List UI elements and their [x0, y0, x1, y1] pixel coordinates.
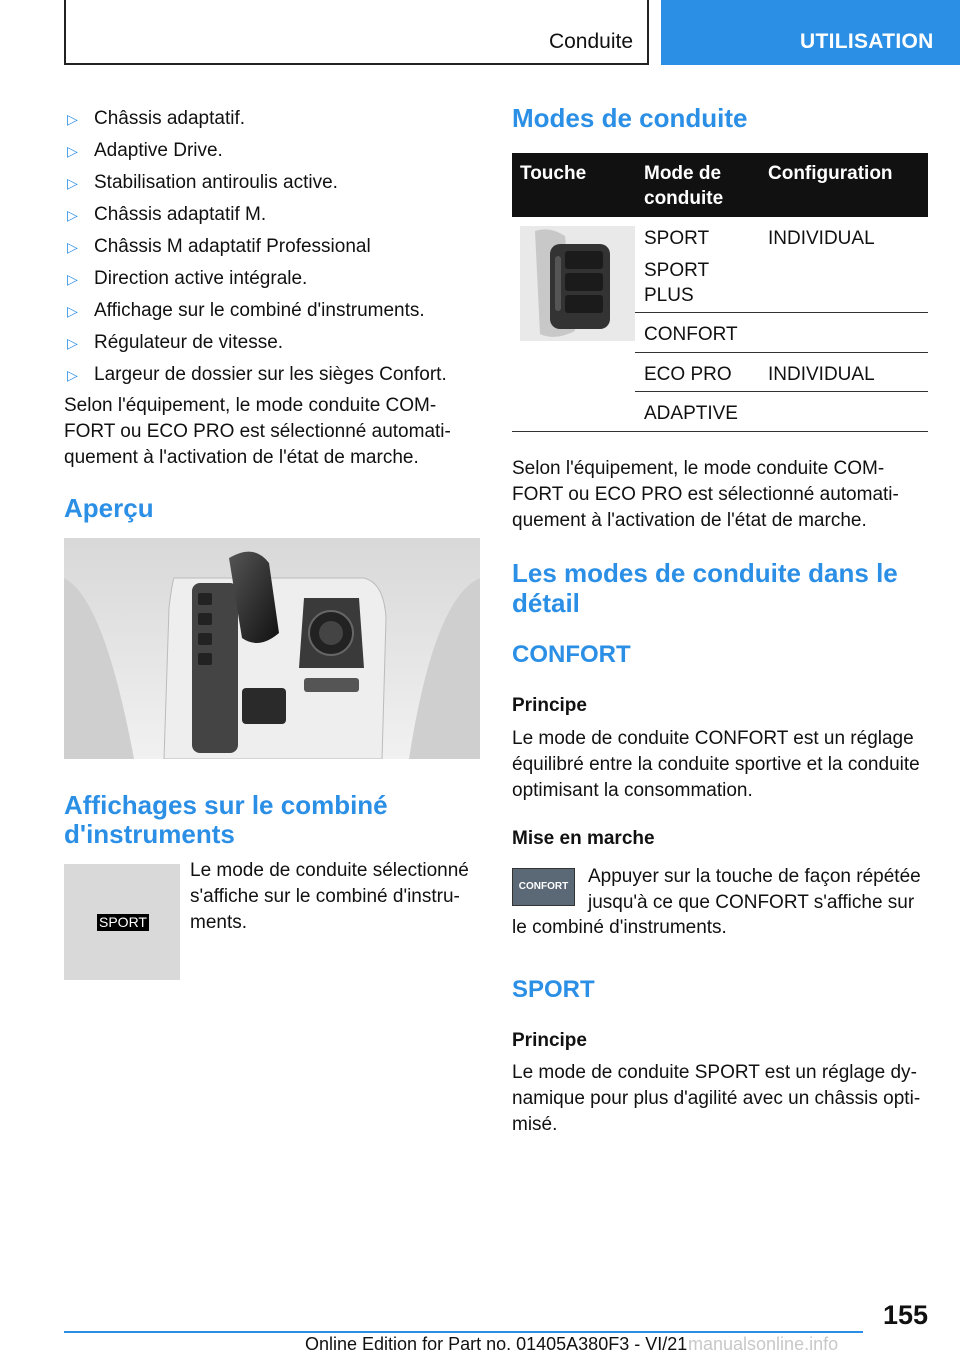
table-cell-mode: CONFORT — [644, 324, 738, 345]
list-item: ▷ Châssis adaptatif. — [64, 103, 480, 135]
paragraph-auto-mode-right: Selon l'équipement, le mode conduite COMFORT ou ECO PRO est sélectionné automatiquement à l'activation de l'état de marche. — [512, 458, 899, 531]
heading-affichages-line1: Affichages sur le combiné — [64, 790, 388, 820]
list-item: ▷ Direction active intégrale. — [64, 263, 480, 295]
chapter-title: UTILISATION — [800, 30, 934, 53]
col-mode: Mode de conduite — [644, 163, 724, 209]
list-item: ▷ Largeur de dossier sur les sièges Confort. — [64, 359, 480, 391]
table-bottom-rule — [512, 431, 928, 432]
paragraph-mise-line1: Appuyer sur la touche de façon répétée — [588, 866, 921, 887]
triangle-bullet-icon: ▷ — [67, 207, 78, 223]
heading-principe-sport: Principe — [512, 1030, 587, 1051]
list-item: ▷ Châssis adaptatif M. — [64, 199, 480, 231]
running-header-section — [64, 0, 649, 65]
triangle-bullet-icon: ▷ — [67, 143, 78, 159]
row-divider — [635, 391, 928, 392]
table-cell-mode: SPORT PLUS — [644, 260, 709, 306]
triangle-bullet-icon: ▷ — [67, 175, 78, 191]
modes-table — [512, 153, 928, 424]
center-console-image — [64, 538, 480, 759]
list-item: ▷ Stabilisation antiroulis active. — [64, 167, 480, 199]
heading-sport: SPORT — [512, 976, 595, 1003]
col-config: Configuration — [768, 163, 893, 184]
heading-mise-en-marche: Mise en marche — [512, 828, 655, 849]
list-item: ▷ Régulateur de vitesse. — [64, 327, 480, 359]
watermark-text: manualsonline.info — [688, 1334, 839, 1354]
heading-modes-detail: Les modes de conduite dans le détail — [512, 558, 898, 618]
paragraph-principe-sport: Le mode de conduite SPORT est un réglage dynamique pour plus d'agilité avec un châssis optimisé. — [512, 1062, 921, 1135]
table-cell-config: INDIVIDUAL — [768, 228, 875, 249]
paragraph-mise-line2: jusqu'à ce que CONFORT s'affiche sur — [588, 892, 915, 913]
triangle-bullet-icon: ▷ — [67, 303, 78, 319]
col-touche: Touche — [520, 163, 587, 184]
triangle-bullet-icon: ▷ — [67, 367, 78, 383]
console-illustration — [64, 538, 480, 759]
feature-list — [64, 103, 480, 391]
triangle-bullet-icon: ▷ — [67, 335, 78, 351]
table-cell-config: INDIVIDUAL — [768, 364, 875, 385]
sport-label: SPORT — [97, 914, 149, 931]
sport-display-image — [64, 864, 180, 980]
confort-button-label: CONFORT — [518, 881, 569, 892]
button-photo — [520, 226, 635, 341]
heading-modes-de-conduite: Modes de conduite — [512, 103, 748, 133]
paragraph-mise-line3: le combiné d'instruments. — [512, 917, 727, 938]
table-header — [512, 153, 928, 217]
heading-apercu: Aperçu — [64, 493, 154, 523]
section-title: Conduite — [548, 30, 633, 53]
row-divider — [635, 352, 928, 353]
table-cell-mode: ECO PRO — [644, 364, 732, 385]
list-item: ▷ Affichage sur le combiné d'instruments. — [64, 295, 480, 327]
heading-principe-confort: Principe — [512, 695, 587, 716]
heading-confort: CONFORT — [512, 641, 631, 668]
list-item: ▷ Adaptive Drive. — [64, 135, 480, 167]
triangle-bullet-icon: ▷ — [67, 239, 78, 255]
confort-button-icon — [512, 868, 575, 906]
mode-buttons-icon — [520, 226, 635, 341]
page-number: 155 — [882, 1300, 928, 1330]
edition-text: Online Edition for Part no. 01405A380F3 - VI/21 — [305, 1334, 688, 1354]
table-cell-mode: ADAPTIVE — [644, 403, 738, 424]
list-item: ▷ Châssis M adaptatif Professional — [64, 231, 480, 263]
triangle-bullet-icon: ▷ — [67, 271, 78, 287]
paragraph-principe-confort: Le mode de conduite CONFORT est un réglage équilibré entre la conduite sportive et la conduite optimisant la consommation. — [512, 728, 920, 801]
left-column — [64, 103, 480, 471]
table-cell-mode: SPORT — [644, 228, 710, 249]
row-divider — [635, 312, 928, 313]
paragraph-display: Le mode de conduite sélectionné s'affiche sur le combiné d'instruments. — [190, 860, 469, 933]
paragraph-auto-mode: Selon l'équipement, le mode conduite COMFORT ou ECO PRO est sélectionné automatiquement à l'activation de l'état de marche. — [64, 395, 451, 468]
footer-rule — [64, 1331, 863, 1333]
triangle-bullet-icon: ▷ — [67, 111, 78, 127]
heading-affichages-line2: d'instruments — [64, 819, 235, 849]
running-header-chapter — [661, 0, 960, 65]
